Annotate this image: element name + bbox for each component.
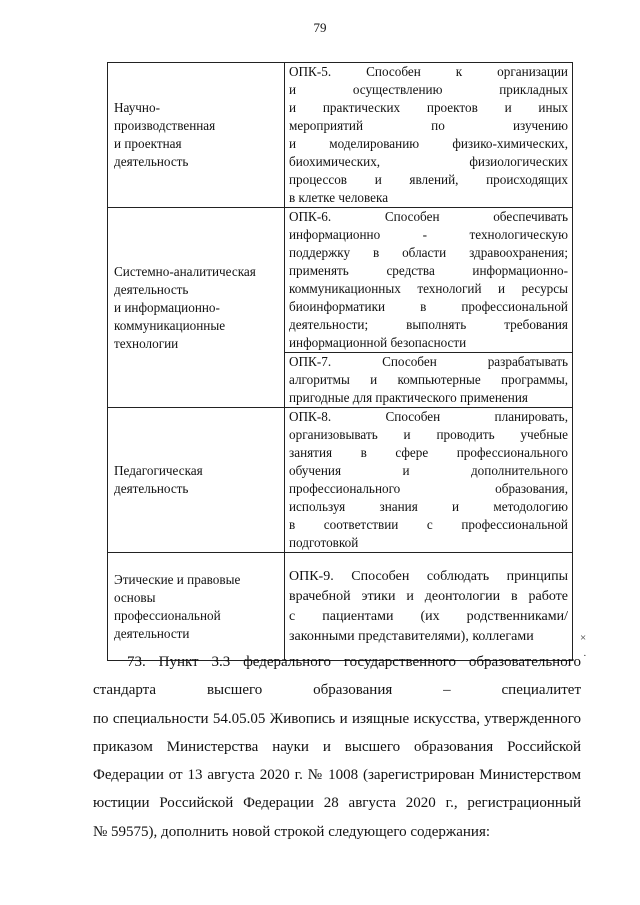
paragraph-line: приказом Министерства науки и высшего образования Российской (93, 738, 581, 755)
competency-line: и осуществлению прикладных (289, 82, 568, 97)
competency-line: ОПК-6. Способен обеспечивать (289, 209, 568, 224)
area-line: профессиональной (114, 607, 221, 623)
area-line: коммуникационные (114, 317, 226, 333)
area-line: и информационно- (114, 299, 220, 315)
competency-line: ОПК-9. Способен соблюдать принципы (289, 568, 568, 584)
competency-line: законными представителями), коллегами (289, 628, 534, 644)
table-row (108, 208, 573, 353)
paragraph-line: по специальности 54.05.05 Живопись и изящные искусства, утвержденного (93, 710, 581, 727)
competency-line: мероприятий по изучению (289, 118, 568, 133)
amendment-paragraph (93, 648, 581, 846)
competency-line: и моделированию физико-химических, (289, 136, 568, 151)
competency-line: ОПК-5. Способен к организации (289, 64, 568, 79)
margin-mark: × (580, 632, 587, 644)
area-line: деятельность (114, 154, 189, 169)
competency-cell-opk5 (285, 63, 573, 208)
competency-line: с пациентами (их родственниками/ (289, 608, 568, 624)
competency-line: ОПК-7. Способен разрабатывать (289, 354, 568, 369)
paragraph-line: стандарта высшего образования – специалитет (93, 682, 581, 699)
activity-area-cell (108, 208, 285, 408)
table-row (108, 553, 573, 661)
competency-line: коммуникационных технологий и ресурсы (289, 281, 568, 296)
competency-line: в соответствии с профессиональной (289, 517, 568, 532)
competency-line: деятельности; выполнять требования (289, 317, 568, 332)
competency-line: занятия в сфере профессионального (289, 445, 568, 460)
activity-area-cell (108, 63, 285, 208)
competency-cell-opk7 (285, 353, 573, 408)
competency-line: подготовкой (289, 535, 359, 550)
competency-line: ОПК-8. Способен планировать, (289, 409, 568, 424)
area-line: и проектная (114, 136, 182, 151)
table-row (108, 408, 573, 553)
paragraph-line: 73. Пункт 3.3 федерального государственного образовательного (127, 654, 581, 670)
area-line: Системно-аналитическая (114, 263, 256, 279)
competency-line: информационно - технологическую (289, 227, 568, 242)
competency-line: поддержку в области здравоохранения; (289, 245, 568, 260)
area-line: деятельности (114, 625, 190, 641)
competency-line: обучения и дополнительного (289, 463, 568, 478)
competency-line: врачебной этики и деонтологии в работе (289, 588, 568, 604)
competency-line: в клетке человека (289, 190, 389, 205)
competency-line: и практических проектов и иных (289, 100, 568, 115)
page-number: 79 (313, 20, 327, 35)
table-row (108, 63, 573, 208)
competency-line: применять средства информационно- (289, 263, 568, 278)
area-line: деятельность (114, 481, 189, 496)
area-line: основы (114, 589, 156, 605)
competency-line: биохимических, физиологических (289, 154, 568, 169)
paragraph-line: Федерации от 13 августа 2020 г. № 1008 (зарегистрирован Министерством (93, 767, 581, 784)
paragraph-line: № 59575), дополнить новой строкой следующего содержания: (93, 823, 491, 840)
competency-line: алгоритмы и компьютерные программы, (289, 372, 568, 387)
margin-mark: · (583, 650, 587, 662)
competency-line: используя знания и методологию (289, 499, 568, 514)
area-line: деятельность (114, 281, 189, 297)
competency-table (107, 62, 573, 661)
competency-line: информационной безопасности (289, 335, 467, 350)
area-line: Научно- (114, 100, 160, 115)
area-line: Педагогическая (114, 463, 203, 478)
competency-cell-opk9 (285, 553, 573, 661)
activity-area-cell (108, 408, 285, 553)
competency-line: профессионального образования, (289, 481, 568, 496)
paragraph-line: юстиции Российской Федерации 28 августа 2020 г., регистрационный (93, 795, 581, 812)
competency-line: пригодные для практического применения (289, 390, 528, 405)
activity-area-cell (108, 553, 285, 661)
competency-line: процессов и явлений, происходящих (289, 172, 568, 187)
competency-cell-opk6 (285, 208, 573, 353)
area-line: производственная (114, 118, 216, 133)
competency-line: организовывать и проводить учебные (289, 427, 568, 442)
competency-line: биоинформатики в профессиональной (289, 299, 568, 314)
area-line: Этические и правовые (114, 571, 241, 587)
area-line: технологии (114, 335, 179, 351)
competency-cell-opk8 (285, 408, 573, 553)
